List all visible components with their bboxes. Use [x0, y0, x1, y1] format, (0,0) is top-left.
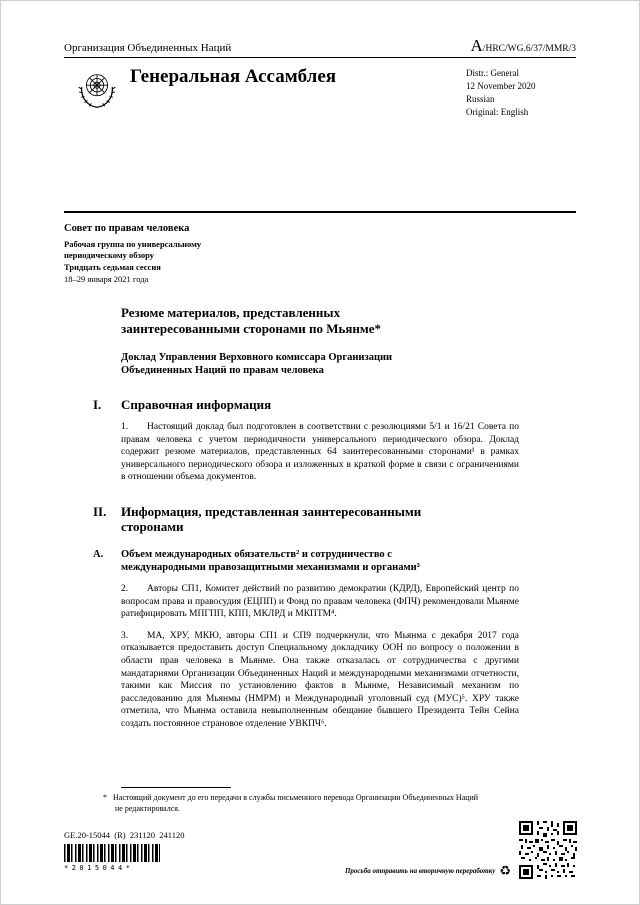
section-heading-1: [93, 397, 576, 412]
symbol-rest: /HRC/WG.6/37/MMR/3: [482, 44, 576, 54]
paragraph-text: МА, ХРУ, МКЮ, авторы СП1 и СП9 подчеркнули, что Мьянма с декабря 2017 года отказывается предоставить доступ Специальному докладчику ООН по вопросу о положении в области прав человека в Мьянме. Она также отказалась от сотрудничества с другими мандатариями Организации Объединенных Наций и международными механизмами отчетности, такими как Миссия по установлению фактов в Мьянме, Независимый механизм по расследованию для Мьянмы (НМРМ) и Международный уголовный суд (МУС)⁵. ХРУ также отметила, что Мьянма оставила невыполненным обещание бывшего Президента Тейн Сейна создать постоянное страновое отделение УВКПЧ⁶.: [121, 630, 519, 729]
section-number: I.: [93, 397, 102, 412]
footnote-text: Настоящий документ до его передачи в службы письменного перевода Организации Объединенных Наций не редактировался.: [113, 793, 479, 813]
section-number: II.: [93, 503, 107, 519]
recycle-text: Просьба отправить на вторичную переработку: [344, 866, 496, 875]
subsection-title: Объем международных обязательств² и сотрудничество с международными правозащитными механизмами и органами³: [121, 548, 420, 573]
language-line: Russian: [466, 94, 495, 104]
header: [64, 37, 576, 58]
paragraph-3: [121, 630, 519, 731]
section-title: Справочная информация: [121, 397, 272, 412]
barcode: [64, 844, 164, 872]
distribution-block: [466, 67, 576, 119]
subsection-heading-a: [93, 548, 576, 574]
session-block: [64, 223, 264, 285]
qr-code: [519, 821, 577, 879]
paragraph-number: 1.: [121, 422, 129, 432]
working-group-name: Рабочая группа по универсальному периодическому обзору: [64, 239, 202, 260]
barcode-stripes: [64, 844, 160, 862]
session-dates: 18–29 января 2021 года: [64, 274, 149, 284]
document-subtitle: Доклад Управления Верховного комиссара Организации Объединенных Наций по правам человека: [121, 352, 393, 376]
date-line: 12 November 2020: [466, 81, 536, 91]
barcode-label: *2015044*: [64, 864, 134, 872]
section-heading-2: [93, 504, 576, 534]
session-number: Тридцать седьмая сессия: [64, 262, 161, 272]
recycle-note: [345, 864, 511, 877]
symbol-letter: A: [470, 36, 483, 55]
subsection-number: A.: [93, 548, 104, 560]
un-emblem-icon: [74, 67, 120, 113]
paragraph-number: 3.: [121, 630, 129, 641]
un-org-name: Организация Объединенных Наций: [64, 42, 232, 54]
footnote: [103, 793, 487, 814]
original-language-line: Original: English: [466, 107, 529, 117]
distr-line: Distr.: General: [466, 68, 519, 78]
ge-document-number: GE.20-15044 (R) 231120 241120: [64, 830, 185, 840]
footnote-divider: [121, 787, 231, 788]
paragraph-2: [121, 583, 519, 621]
document-title: Резюме материалов, представленных заинтересованными сторонами по Мьянме*: [121, 305, 382, 336]
council-name: Совет по правам человека: [64, 223, 190, 234]
header-divider: [64, 211, 576, 213]
organ-title: Генеральная Ассамблея: [130, 66, 337, 87]
paragraph-text: Настоящий доклад был подготовлен в соответствии с резолюциями 5/1 и 16/21 Совета по правам человека с учетом периодичности универсального периодического обзора. Доклад содержит резюме материалов, представленных 64 заинтересованными сторонами¹ в рамках универсального периодического обзора и изложенных в краткой форме в связи с ограничениями в отношении объема документов.: [121, 422, 519, 483]
footnote-marker: *: [103, 793, 107, 802]
paragraph-1: [121, 421, 519, 484]
paragraph-number: 2.: [121, 583, 129, 594]
paragraph-text: Авторы СП1, Комитет действий по развитию демократии (КДРД), Европейский центр по вопросам права и правосудия (ЕЦПП) и Фонд по правам человека (ФПЧ) рекомендовали Мьянме ратифицировать МПГПП, КПП, МКЛРД и МКПТМ⁴.: [121, 583, 519, 620]
footnote-area: [64, 787, 494, 814]
masthead: [64, 67, 576, 119]
document-symbol: [471, 37, 576, 54]
section-title: Информация, представленная заинтересованными сторонами: [121, 503, 422, 534]
recycle-icon: ♻: [499, 863, 511, 878]
